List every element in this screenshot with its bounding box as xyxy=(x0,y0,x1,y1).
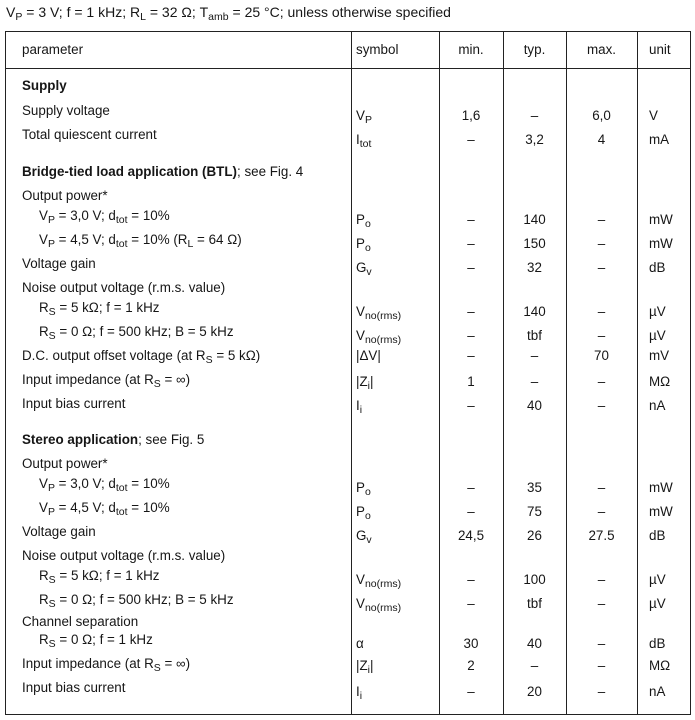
param-condition: $V_P = 4,5$ V; $d_{tot} = 10\%$ xyxy=(39,500,170,518)
spec-table xyxy=(5,31,691,715)
symbol: $P_o$ xyxy=(356,480,371,498)
symbol: α xyxy=(356,636,364,651)
symbol: |ΔV| xyxy=(356,348,381,363)
param-label: Input impedance (at $R_S$ = ∞) xyxy=(22,372,191,390)
min-value: – xyxy=(467,480,475,495)
min-value: – xyxy=(467,398,475,413)
symbol: $V_{no(rms)}$ xyxy=(356,596,402,614)
min-value: 24,5 xyxy=(457,528,485,543)
header-max: max. xyxy=(586,42,617,57)
min-value: 1,6 xyxy=(461,108,481,123)
param-label: Input impedance (at $R_S$ = ∞) xyxy=(22,656,191,674)
typ-value: tbf xyxy=(527,328,542,343)
min-value: – xyxy=(467,572,475,587)
unit-value: mV xyxy=(649,348,670,363)
symbol: $I_i$ xyxy=(356,398,363,416)
min-value: 30 xyxy=(463,636,479,651)
max-value: 27.5 xyxy=(588,528,615,543)
header-symbol: symbol xyxy=(356,42,399,57)
symbol: $V_{no(rms)}$ xyxy=(356,328,402,346)
param-label: Input bias current xyxy=(22,680,126,695)
param-condition: $V_P = 3,0$ V; $d_{tot} = 10\%$ xyxy=(39,476,170,494)
typ-value: 100 xyxy=(523,572,546,587)
max-value: – xyxy=(597,304,606,319)
header-min: min. xyxy=(458,42,484,57)
min-value: – xyxy=(467,504,475,519)
param-condition: $R_S = 0$ Ω; f = 500 kHz; B = 5 kHz xyxy=(39,324,234,342)
max-value: – xyxy=(597,374,606,389)
param-label: Input bias current xyxy=(22,396,126,411)
typ-value: 150 xyxy=(523,236,546,251)
section-heading: Stereo application; see Fig. 5 xyxy=(22,432,205,447)
max-value: – xyxy=(597,480,606,495)
min-value: – xyxy=(467,260,475,275)
min-value: – xyxy=(467,132,475,147)
unit-value: µV xyxy=(649,304,666,319)
typ-value: 20 xyxy=(527,684,542,699)
unit-value: mW xyxy=(649,236,673,251)
unit-value: µV xyxy=(649,596,666,611)
param-label: Total quiescent current xyxy=(22,127,157,142)
typ-value: 40 xyxy=(527,398,542,413)
max-value: – xyxy=(597,658,606,673)
max-value: – xyxy=(597,212,606,227)
param-label: Noise output voltage (r.m.s. value) xyxy=(22,280,226,295)
unit-value: µV xyxy=(649,328,666,343)
symbol: $P_o$ xyxy=(356,504,371,522)
min-value: – xyxy=(467,328,475,343)
max-value: – xyxy=(597,328,606,343)
symbol: $G_v$ xyxy=(356,528,372,546)
header-parameter: parameter xyxy=(22,42,84,57)
unit-value: mW xyxy=(649,504,673,519)
symbol: $P_o$ xyxy=(356,236,371,254)
max-value: – xyxy=(597,596,606,611)
param-condition: $V_P = 4,5$ V; $d_{tot} = 10\%$ ($R_L = 64$ Ω) xyxy=(39,232,242,250)
typ-value: 140 xyxy=(523,212,546,227)
max-value: – xyxy=(597,636,606,651)
unit-value: nA xyxy=(649,684,666,699)
header-divider xyxy=(6,68,690,69)
param-condition: $V_P = 3,0$ V; $d_{tot} = 10\%$ xyxy=(39,208,170,226)
max-value: – xyxy=(597,572,606,587)
section-heading: Bridge-tied load application (BTL); see Fig. 4 xyxy=(22,164,304,179)
typ-value: tbf xyxy=(527,596,542,611)
param-condition: $R_S = 0$ Ω; f = 1 kHz xyxy=(39,632,153,650)
max-value: – xyxy=(597,398,606,413)
param-label: Output power* xyxy=(22,456,108,471)
param-label: Channel separation xyxy=(22,614,139,629)
typ-value: 40 xyxy=(527,636,542,651)
symbol: $I_{tot}$ xyxy=(356,132,372,150)
unit-value: dB xyxy=(649,528,666,543)
min-value: – xyxy=(467,304,475,319)
max-value: – xyxy=(597,260,606,275)
param-label: Supply voltage xyxy=(22,103,110,118)
unit-value: dB xyxy=(649,636,666,651)
symbol: $V_P$ xyxy=(356,108,372,126)
min-value: 2 xyxy=(467,658,475,673)
typ-value: – xyxy=(530,658,539,673)
symbol: $V_{no(rms)}$ xyxy=(356,304,402,322)
symbol: $V_{no(rms)}$ xyxy=(356,572,402,590)
max-value: – xyxy=(597,236,606,251)
max-value: 6,0 xyxy=(592,108,611,123)
typ-value: – xyxy=(530,348,539,363)
min-value: – xyxy=(467,684,475,699)
min-value: – xyxy=(467,348,475,363)
symbol: $|Z_i|$ xyxy=(356,374,374,392)
symbol: $|Z_i|$ xyxy=(356,658,374,676)
param-label: Voltage gain xyxy=(22,256,96,271)
typ-value: 32 xyxy=(527,260,542,275)
param-label: D.C. output offset voltage (at $R_S = 5$ kΩ) xyxy=(22,348,261,366)
min-value: – xyxy=(467,596,475,611)
typ-value: 35 xyxy=(527,480,542,495)
header-typ: typ. xyxy=(523,42,546,57)
param-condition: $R_S = 5$ kΩ; f = 1 kHz xyxy=(39,300,160,318)
max-value: – xyxy=(597,504,606,519)
min-value: – xyxy=(467,236,475,251)
unit-value: MΩ xyxy=(649,658,671,673)
param-label: Noise output voltage (r.m.s. value) xyxy=(22,548,226,563)
param-condition: $R_S = 0$ Ω; f = 500 kHz; B = 5 kHz xyxy=(39,592,234,610)
unit-value: mA xyxy=(649,132,670,147)
typ-value: 75 xyxy=(527,504,542,519)
header-unit: unit xyxy=(649,42,671,57)
symbol: $G_v$ xyxy=(356,260,372,278)
min-value: – xyxy=(467,212,475,227)
min-value: 1 xyxy=(467,374,475,389)
param-label: Voltage gain xyxy=(22,524,96,539)
max-value: 70 xyxy=(594,348,609,363)
typ-value: – xyxy=(530,108,539,123)
section-heading: Supply xyxy=(22,78,67,93)
unit-value: mW xyxy=(649,212,673,227)
unit-value: mW xyxy=(649,480,673,495)
max-value: 4 xyxy=(597,132,606,147)
typ-value: 26 xyxy=(527,528,542,543)
symbol: $P_o$ xyxy=(356,212,371,230)
unit-value: V xyxy=(649,108,658,123)
unit-value: µV xyxy=(649,572,666,587)
conditions-line: $V_P = 3$ V; f = 1 kHz; $R_L = 32$ Ω; $T_{amb} = 25$ °C; unless otherwise specified xyxy=(6,4,451,23)
typ-value: – xyxy=(530,374,539,389)
col-divider xyxy=(351,32,352,714)
param-condition: $R_S = 5$ kΩ; f = 1 kHz xyxy=(39,568,160,586)
max-value: – xyxy=(597,684,606,699)
param-label: Output power* xyxy=(22,188,108,203)
unit-value: dB xyxy=(649,260,666,275)
typ-value: 140 xyxy=(523,304,546,319)
symbol: $I_i$ xyxy=(356,684,363,702)
typ-value: 3,2 xyxy=(525,132,544,147)
unit-value: MΩ xyxy=(649,374,671,389)
unit-value: nA xyxy=(649,398,666,413)
